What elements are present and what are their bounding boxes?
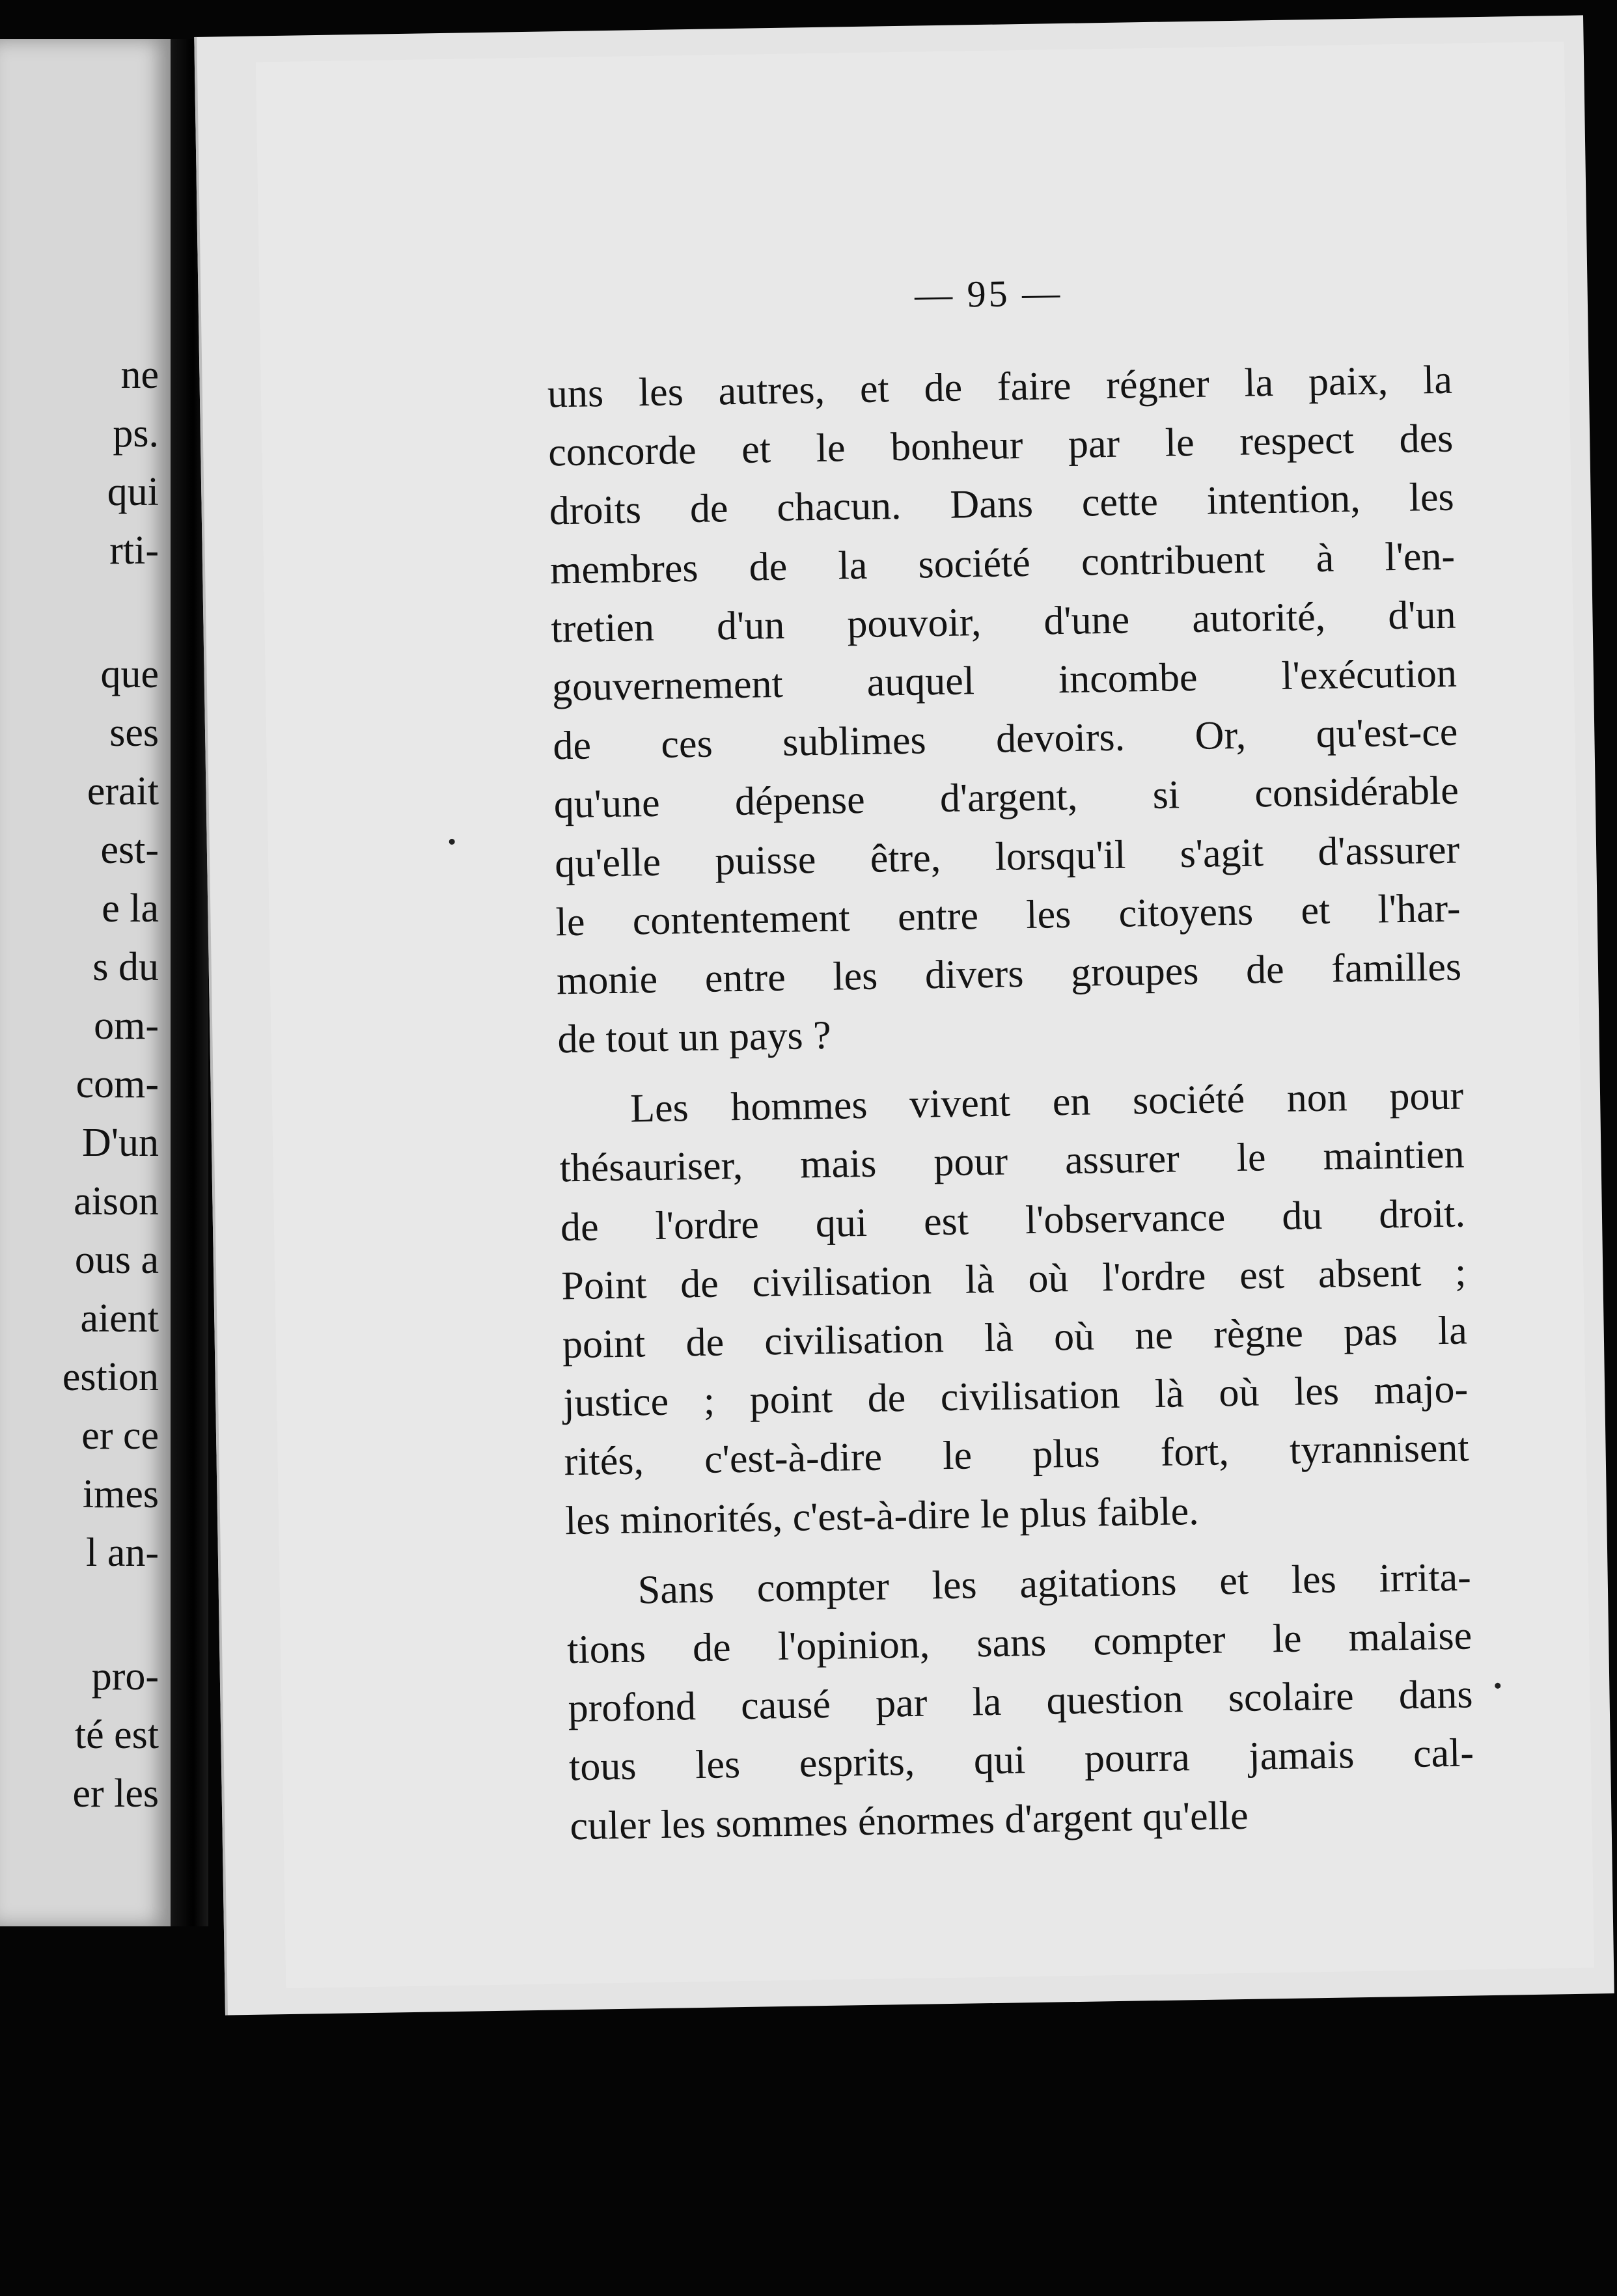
left-page-line: com- [76,1062,159,1106]
left-page-line: s du [92,945,159,989]
page-number: — 95 — [914,271,1063,316]
text-line: droits de chacun. Dans cette intention, les [549,475,1455,534]
text-line: thésauriser, mais pour assurer le maintien [559,1132,1465,1191]
left-page-line: rti- [109,528,159,573]
text-line: tous les esprits, qui pourra jamais cal- [568,1730,1474,1790]
text-line: gouvernement auquel incombe l'exécution [551,651,1458,710]
left-page-line: om- [94,1004,159,1048]
left-page-line: ses [109,711,159,755]
left-page-line: e la [102,886,159,931]
text-line: le contentement entre les citoyens et l'har- [555,886,1461,945]
left-page-line: aient [80,1296,159,1341]
text-line: qu'elle puisse être, lorsqu'il s'agit d'assurer [554,827,1460,886]
text-line: profond causé par la question scolaire dans [568,1672,1474,1731]
left-page-line: ne [120,353,159,397]
text-line: tretien d'un pouvoir, d'une autorité, d'un [551,592,1456,651]
text-line: Les hommes vivent en société non pour [629,1073,1464,1131]
left-page-line: est- [100,828,159,872]
text-line: de l'ordre qui est l'observance du droit. [560,1191,1466,1250]
left-page-line: imes [82,1472,159,1516]
left-page-line: pro- [91,1654,159,1699]
text-line: uns les autres, et de faire régner la paix, la [547,357,1453,417]
text-line: concorde et le bonheur par le respect des [547,416,1454,475]
left-page-line: que [100,652,159,696]
text-line: Point de civilisation là où l'ordre est absent ; [560,1250,1467,1309]
left-page-line: er les [72,1771,159,1816]
page-body-text [547,351,1475,1855]
text-line: de tout un pays ? [557,1013,832,1062]
left-page-line: té est [74,1713,159,1757]
left-page-line: ps. [113,411,159,456]
text-line: rités, c'est-à-dire le plus fort, tyrannisent [564,1425,1470,1484]
left-page-line: estion [62,1355,159,1399]
left-page-line: D'un [82,1121,159,1165]
text-line: tions de l'opinion, sans compter le malaise [566,1613,1472,1673]
right-page [194,15,1614,2015]
text-line: monie entre les divers groupes de familles [556,944,1462,1004]
text-line: qu'une dépense d'argent, si considérable [553,768,1459,827]
left-page-line: er ce [81,1414,159,1458]
text-line: les minorités, c'est-à-dire le plus faible. [564,1488,1200,1543]
text-line: culer les sommes énormes d'argent qu'elle [569,1793,1249,1848]
paper-speck [449,839,455,845]
left-facing-page [0,39,171,1926]
left-page-line: ous a [74,1238,159,1282]
left-page-line: l an- [86,1531,159,1575]
text-line: Sans compter les agitations et les irrita- [637,1555,1472,1613]
left-page-line: erait [87,769,159,813]
text-line: de ces sublimes devoirs. Or, qu'est-ce [552,709,1458,769]
text-line: justice ; point de civilisation là où les majo- [562,1367,1469,1426]
left-page-line: aison [74,1179,159,1223]
paper-speck [1495,1683,1500,1689]
text-line: point de civilisation là où ne règne pas la [562,1308,1468,1367]
text-line: membres de la société contribuent à l'en- [549,534,1456,593]
left-page-line: qui [107,470,159,514]
